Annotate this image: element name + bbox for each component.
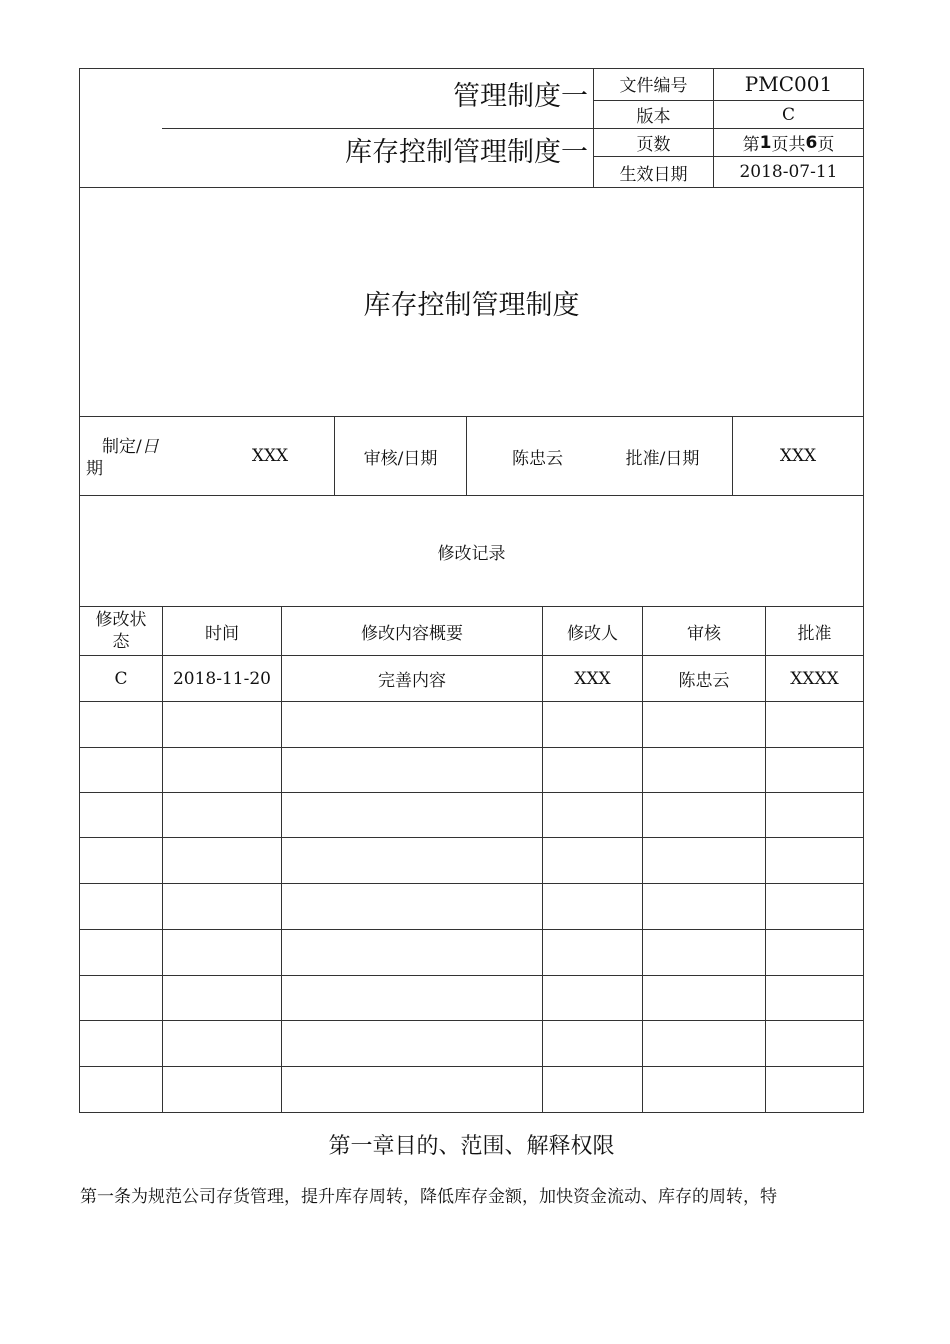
pages-current: 1 [759,132,772,153]
column-header-status-b: 态 [112,632,130,652]
pages-total: 6 [805,132,818,153]
field-label-file-number: 文件编号 [619,75,688,96]
made-label [86,436,159,480]
review-value: 陈忠云 [512,448,563,469]
field-label-effective-date: 生效日期 [619,164,688,185]
header-title-line1: 管理制度一 [453,81,588,112]
column-header-time: 时间 [205,623,239,644]
table-row-cell-modifier: XXX [574,668,611,689]
column-header-modifier: 修改人 [567,623,618,644]
approve-value: XXX [779,446,817,466]
pages-suffix: 页 [817,135,835,155]
column-header-summary: 修改内容概要 [361,623,463,644]
pages-mid: 页共 [771,135,806,155]
pages-prefix: 第 [742,135,760,155]
column-header-status-a: 修改状 [95,610,147,630]
column-header-review: 审核 [687,623,721,644]
table-row-cell-summary: 完善内容 [378,671,446,691]
review-label: 审核/日期 [363,448,438,469]
table-row-cell-review: 陈忠云 [678,671,730,691]
made-value: XXX [251,446,289,466]
chapter-heading: 第一章目的、范围、解释权限 [328,1133,615,1159]
field-value-version: C [781,104,795,125]
field-label-pages: 页数 [636,135,671,155]
document-title: 库存控制管理制度 [363,289,580,321]
made-label-a: 制定/ [102,437,142,457]
approve-label: 批准/日期 [625,448,700,469]
column-header-status [80,607,162,655]
table-row-cell-approve: XXXX [790,668,839,689]
column-header-approve: 批准 [797,623,832,644]
field-value-file-number: PMC001 [744,72,833,96]
revision-heading: 修改记录 [437,543,506,564]
body-paragraph: 第一条为规范公司存货管理，提升库存周转，降低库存金额，加快资金流动、库存的周转，特 [80,1187,777,1207]
field-label-version: 版本 [636,107,671,127]
made-label-b: 日 [141,437,159,457]
made-label-c: 期 [86,459,103,479]
header-title-line2: 库存控制管理制度一 [345,137,588,168]
table-row-cell-status: C [114,668,128,689]
field-value-pages [714,129,863,156]
field-value-effective-date: 2018-07-11 [739,162,838,182]
table-row-cell-time: 2018-11-20 [172,668,271,689]
